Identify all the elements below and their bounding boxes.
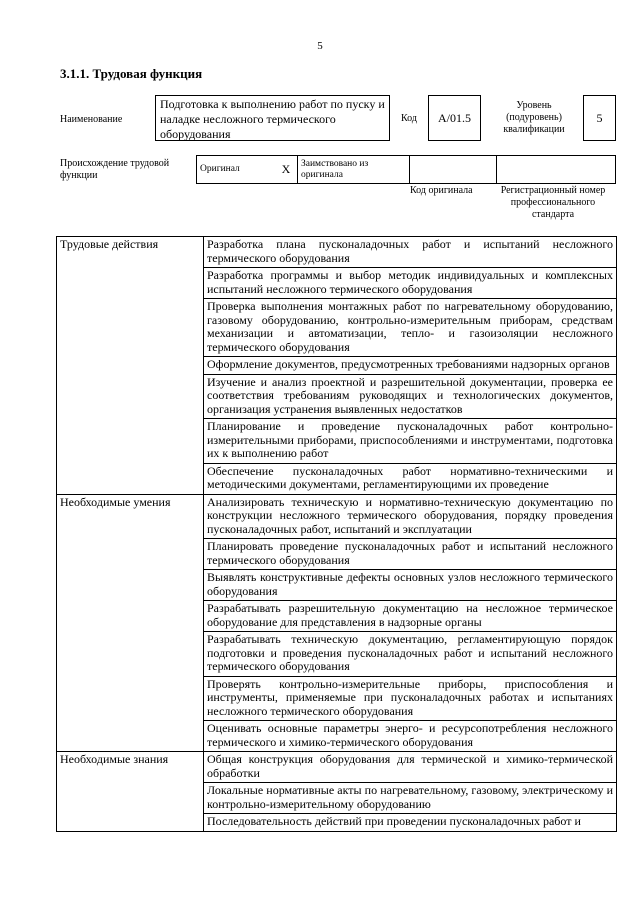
section-item: Последовательность действий при проведении пусконаладочных работ и: [204, 814, 617, 832]
reg-number-label: Регистрационный номер профессионального стандарта: [500, 185, 606, 220]
section-category: Трудовые действия: [57, 237, 204, 495]
function-details-table: [56, 236, 617, 832]
level-label: Уровень (подуровень) квалификации: [503, 100, 565, 135]
table-row: [57, 752, 617, 783]
origin-label: Происхождение трудовой функции: [60, 158, 170, 181]
section-item: Общая конструкция оборудования для термической и химико-термической обработки: [204, 752, 617, 783]
section-item: Локальные нормативные акты по нагревательному, газовому, электрическому и контрольно-измерительному оборудованию: [204, 783, 617, 814]
section-item: Проверка выполнения монтажных работ по нагревательному оборудованию, газовому оборудованию, контрольно-измерительным приборам, средствам механизации и автоматизации, тепло- и газоизоляции несложного термического оборудования: [204, 299, 617, 357]
origin-table: [196, 155, 616, 184]
section-item: Выявлять конструктивные дефекты основных узлов несложного термического оборудования: [204, 570, 617, 601]
section-item: Разработка плана пусконаладочных работ и испытаний несложного термического оборудования: [204, 237, 617, 268]
section-item: Анализировать техническую и нормативно-техническую документацию по конструкции несложного термического оборудования, порядку проведения пусконаладочных работ, испытаний и эксплуатации: [204, 494, 617, 539]
section-item: Планирование и проведение пусконаладочных работ контрольно-измерительными приборами, приспособлениями и инструментами, подготовка их к выполнению работ: [204, 419, 617, 464]
original-mark: X: [275, 156, 298, 184]
original-code-cell: [410, 156, 497, 184]
section-item: Планировать проведение пусконаладочных работ и испытаний несложного термического оборудования: [204, 539, 617, 570]
section-title: 3.1.1. Трудовая функция: [60, 66, 203, 81]
page-number: 5: [317, 40, 323, 52]
function-name-box: Подготовка к выполнению работ по пуску и наладке несложного термического оборудования: [155, 95, 390, 141]
function-code-box: A/01.5: [428, 95, 481, 141]
section-category: Необходимые знания: [57, 752, 204, 832]
section-category: Необходимые умения: [57, 494, 204, 752]
section-item: Оценивать основные параметры энерго- и ресурсопотребления несложного термического и химико-термического оборудования: [204, 721, 617, 752]
section-item: Изучение и анализ проектной и разрешительной документации, проверка ее соответствия требованиям руководящих и технологических документов, организация устранения выявленных недостатков: [204, 374, 617, 419]
table-row: [57, 237, 617, 268]
section-item: Проверять контрольно-измерительные приборы, приспособления и инструменты, применяемые при пусконаладочных работах и испытаниях несложного термического оборудования: [204, 676, 617, 721]
table-row: [57, 494, 617, 539]
section-item: Обеспечение пусконаладочных работ нормативно-техническими и методическими документами, регламентирующими их проведение: [204, 463, 617, 494]
section-item: Разрабатывать техническую документацию, регламентирующую порядок подготовки и проведения пусконаладочных работ и испытаний несложного термического оборудования: [204, 632, 617, 677]
section-item: Оформление документов, предусмотренных требованиями надзорных органов: [204, 357, 617, 375]
reg-number-cell: [497, 156, 616, 184]
original-cell: Оригинал: [197, 156, 276, 184]
section-item: Разрабатывать разрешительную документацию на несложное термическое оборудование для представления в надзорные органы: [204, 601, 617, 632]
name-label: Наименование: [60, 114, 123, 125]
original-code-label: Код оригинала: [410, 185, 473, 196]
borrowed-cell: Заимствовано из оригинала: [298, 156, 410, 184]
qualification-level-box: 5: [583, 95, 616, 141]
code-label: Код: [401, 113, 417, 124]
section-item: Разработка программы и выбор методик индивидуальных и комплексных испытаний несложного термического оборудования: [204, 268, 617, 299]
